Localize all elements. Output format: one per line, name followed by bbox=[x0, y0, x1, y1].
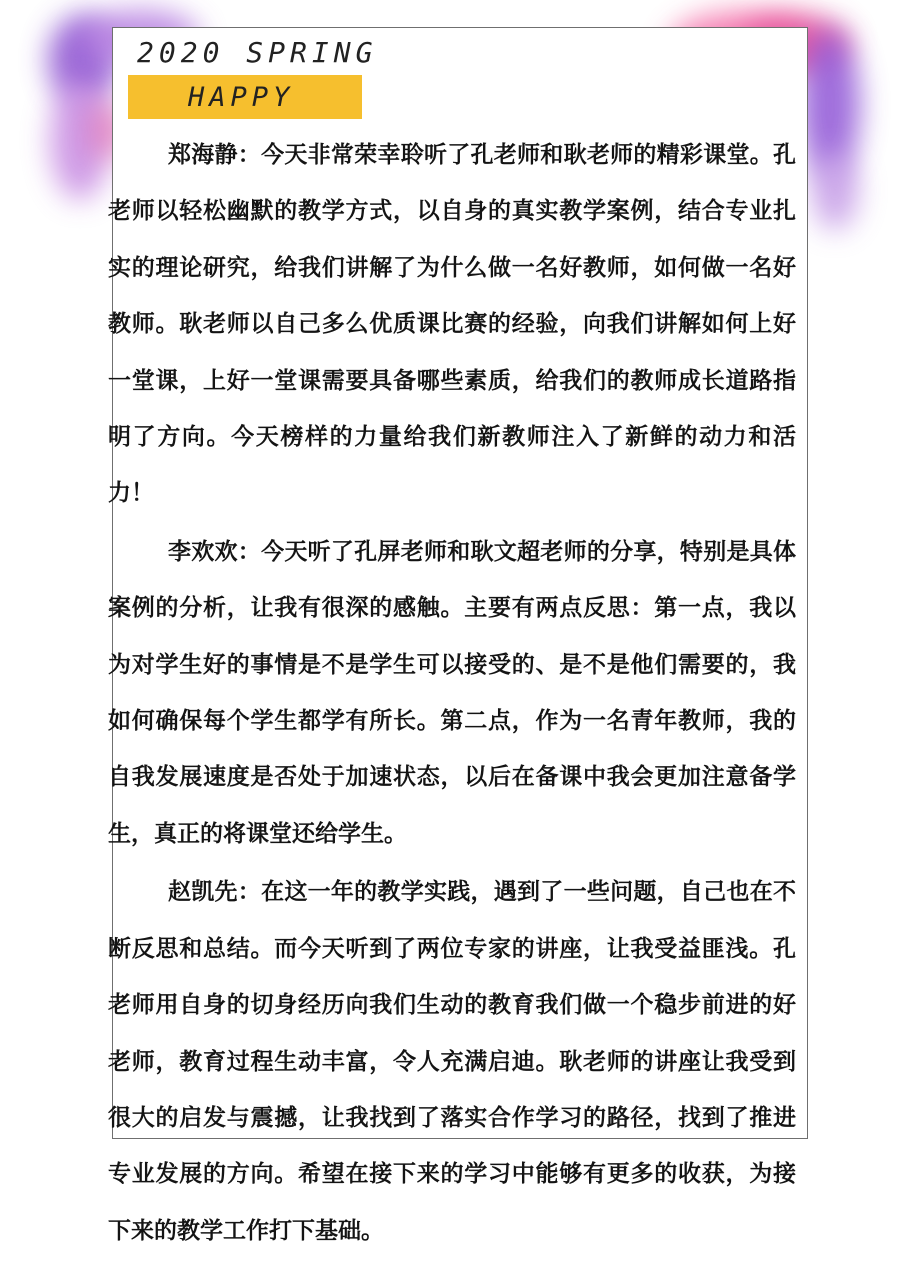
paragraph-li-huanhuan: 李欢欢：今天听了孔屏老师和耿文超老师的分享，特别是具体案例的分析，让我有很深的感触。主要有两点反思：第一点，我以为对学生好的事情是不是学生可以接受的、是不是他们需要的，我如何确保每个学生都学有所长。第二点，作为一名青年教师，我的自我发展速度是否处于加速状态，以后在备课中我会更加注意备学生，真正的将课堂还给学生。 bbox=[108, 537, 796, 847]
page-title: 2020 SPRING bbox=[137, 36, 378, 69]
banner bbox=[128, 75, 362, 119]
paragraph-zhao-kaixian: 赵凯先：在这一年的教学实践，遇到了一些问题，自己也在不断反思和总结。而今天听到了两位专家的讲座，让我受益匪浅。孔老师用自身的切身经历向我们生动的教育我们做一个稳步前进的好老师，教育过程生动丰富，令人充满启迪。耿老师的讲座让我受到很大的启发与震撼，让我找到了落实合作学习的路径，找到了推进专业发展的方向。希望在接下来的学习中能够有更多的收获，为接下来的教学工作打下基础。 bbox=[108, 878, 796, 1244]
paragraph-zheng-haijing: 郑海静：今天非常荣幸聆听了孔老师和耿老师的精彩课堂。孔老师以轻松幽默的教学方式，以自身的真实教学案例，结合专业扎实的理论研究，给我们讲解了为什么做一名好教师，如何做一名好教师。耿老师以自己多么优质课比赛的经验，向我们讲解如何上好一堂课，上好一堂课需要具备哪些素质，给我们的教师成长道路指明了方向。今天榜样的力量给我们新教师注入了新鲜的动力和活力！ bbox=[108, 141, 796, 507]
body-text bbox=[108, 127, 796, 1261]
letter-paper bbox=[108, 27, 808, 1244]
banner-label: HAPPY bbox=[188, 82, 295, 113]
